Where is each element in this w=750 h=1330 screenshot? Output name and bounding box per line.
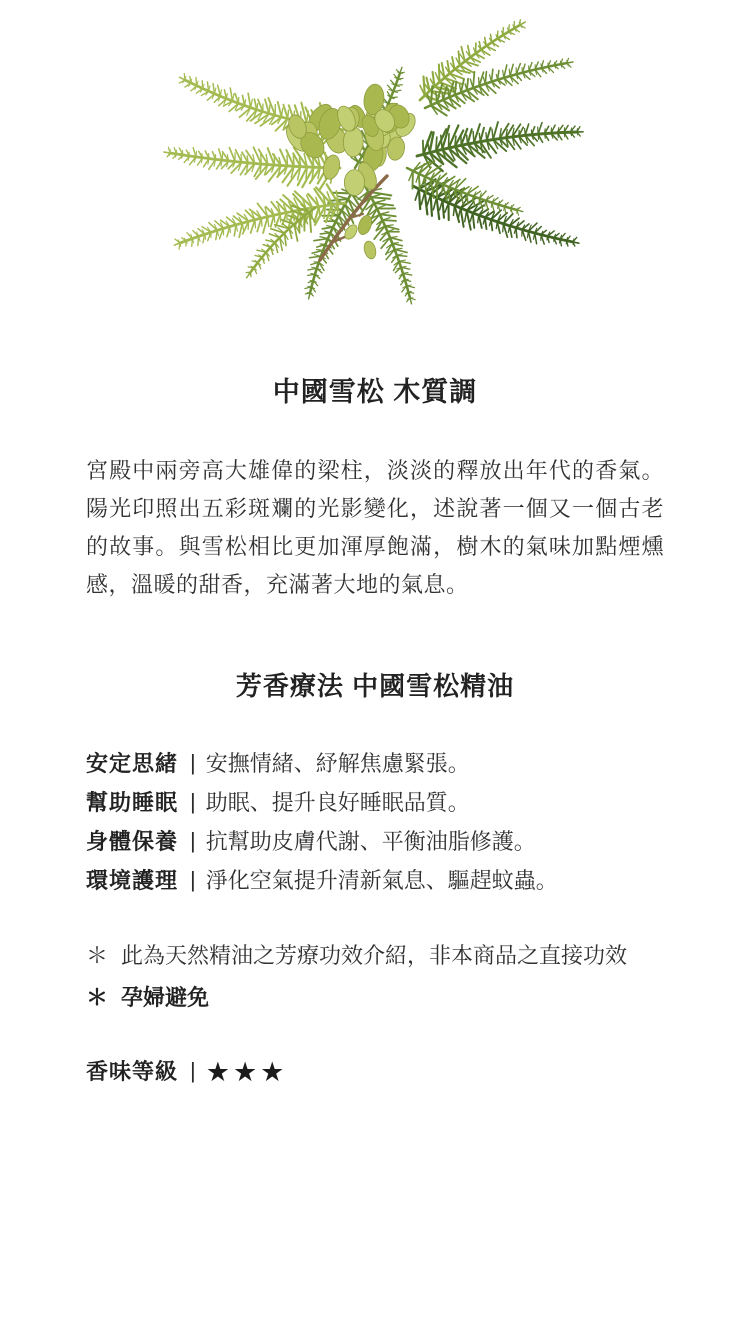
note-text: 此為天然精油之芳療功效介紹，非本商品之直接功效 [121, 943, 628, 968]
disclaimer-notes [86, 935, 664, 1019]
star-rating-icons: ★★★ [205, 1057, 288, 1087]
benefit-label: 身體保養 [86, 829, 179, 854]
separator-bar: | [190, 789, 196, 814]
benefit-row-bodycare [86, 822, 664, 861]
benefit-text: 助眠、提升良好睡眠品質。 [205, 790, 470, 815]
separator-bar: | [190, 1058, 196, 1083]
rating-label: 香味等級 [86, 1059, 179, 1084]
fragrance-rating-row [86, 1055, 664, 1089]
separator-bar: | [190, 828, 196, 853]
product-description: 宮殿中兩旁高大雄偉的梁柱，淡淡的釋放出年代的香氣。陽光印照出五彩斑斕的光影變化，述說著一個又一個古老的故事。與雪松相比更加渾厚飽滿，樹木的氣味加點煙燻感，溫暖的甜香，充滿著大地的氣息。 [86, 458, 664, 597]
benefit-row-environment [86, 861, 664, 900]
asterisk-marker-icon: ＊ [86, 985, 109, 1010]
benefit-row-sleep [86, 783, 664, 822]
separator-bar: | [190, 867, 196, 892]
benefit-text: 安撫情緒、紓解焦慮緊張。 [205, 751, 470, 776]
note-row-disclaimer [86, 935, 664, 977]
cedar-branch-image [155, 18, 595, 338]
note-row-pregnancy-warning [86, 977, 664, 1019]
benefit-text: 淨化空氣提升清新氣息、驅趕蚊蟲。 [205, 868, 558, 893]
asterisk-marker-icon: ＊ [86, 943, 109, 968]
aromatherapy-section-title: 芳香療法 中國雪松精油 [235, 671, 515, 701]
page-title: 中國雪松 木質調 [272, 377, 478, 407]
separator-bar: | [190, 750, 196, 775]
benefit-label: 安定思緒 [86, 751, 179, 776]
benefit-text: 抗幫助皮膚代謝、平衡油脂修護。 [205, 829, 536, 854]
benefit-list [86, 744, 664, 900]
hero-image [0, 0, 750, 340]
note-text: 孕婦避免 [121, 985, 210, 1010]
benefit-label: 幫助睡眠 [86, 790, 179, 815]
benefit-label: 環境護理 [86, 868, 179, 893]
benefit-row-calming [86, 744, 664, 783]
